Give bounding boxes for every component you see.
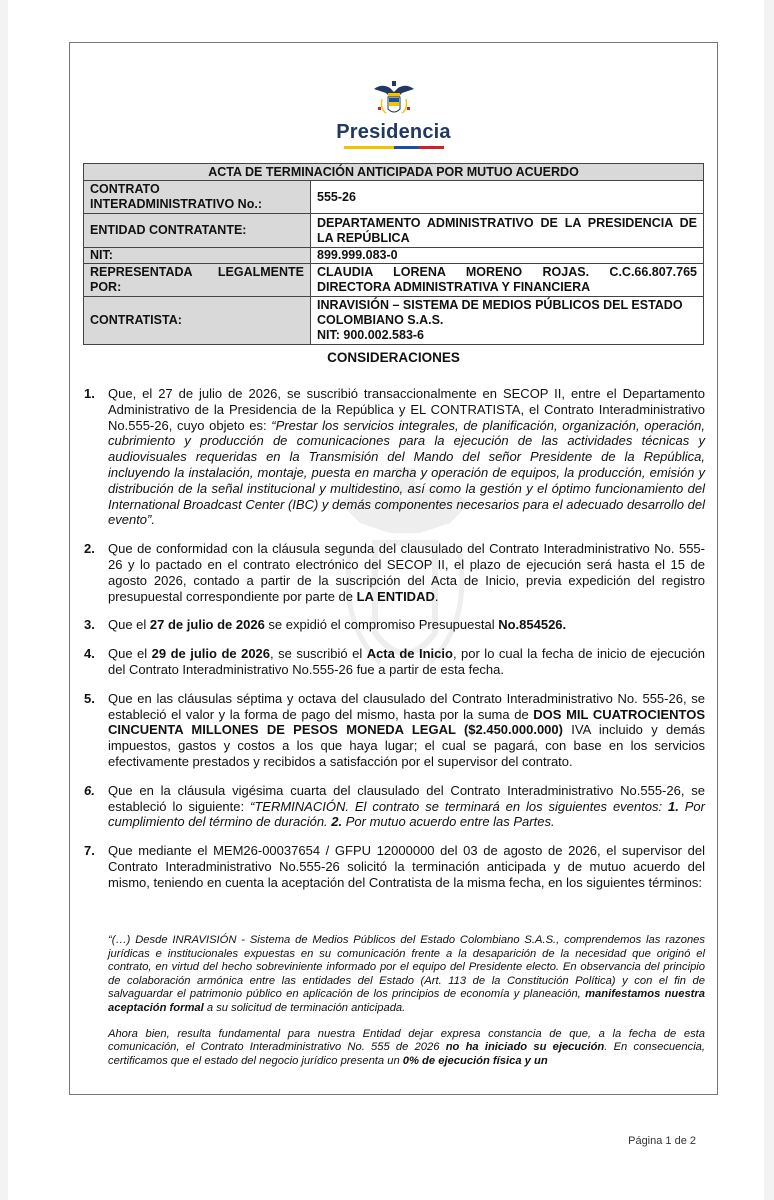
coat-of-arms-icon xyxy=(368,79,420,119)
item-bold: 29 de julio de 2026 xyxy=(151,646,271,662)
quote-text: a su solicitud de terminación anticipada. xyxy=(203,1001,406,1014)
item-text: Que de conformidad con la cláusula segunda del clausulado del Contrato Interadministrativo No. 555-26 y lo pactado en el contrato electrónico del SECOP II, el plazo de ejecución será hasta el 15 de agosto 2026, contado a partir de la suscripción del Acta de Inicio, previa expedición del registro presupuestal correspondiente por parte de xyxy=(108,541,705,604)
item-number: 1. xyxy=(84,386,95,401)
quote-bold: 0% de ejecución física y un xyxy=(402,1054,548,1067)
label-representada: REPRESENTADA LEGALMENTE POR: xyxy=(84,264,311,297)
brand-name: Presidencia xyxy=(336,121,451,143)
item-text: IVA incluido y demás impuestos, gastos y costos a los que haya lugar; el cual se pagará, con base en los servicios efectivamente prestados y recibidos a satisfacción por el supervisor del contrato. xyxy=(108,722,706,769)
value-contratista-line2: NIT: 900.002.583-6 xyxy=(317,328,425,342)
label-contrato-line2: INTERADMINISTRATIVO No.: xyxy=(90,197,262,211)
item-text: se expidió el compromiso Presupuestal xyxy=(264,617,499,633)
item-text: , por lo cual la fecha de inicio de ejecución del Contrato Interadministrativo No.555-26 fue a partir de esta fecha. xyxy=(108,646,706,677)
item-text: Que el xyxy=(108,617,150,633)
item-quote: “TERMINACIÓN. El contrato se terminará en los siguientes eventos: xyxy=(250,798,668,814)
label-entidad: ENTIDAD CONTRATANTE: xyxy=(84,214,311,248)
document-frame xyxy=(69,42,718,1095)
presidencia-logo xyxy=(70,79,717,149)
item-text: Que el xyxy=(108,646,152,662)
flag-colors-bar xyxy=(344,146,444,149)
considerations-list xyxy=(84,386,705,904)
label-contrato-line1: CONTRATO xyxy=(90,182,160,196)
quote-bold: manifestamos nuestra aceptación formal xyxy=(108,988,705,1014)
label-contratista: CONTRATISTA: xyxy=(84,297,311,345)
quote-paragraph xyxy=(108,934,705,1016)
value-contratista xyxy=(311,297,704,345)
consideration-item xyxy=(84,617,705,633)
item-quote: Por mutuo acuerdo entre las Partes. xyxy=(342,814,555,830)
item-number: 3. xyxy=(84,617,95,633)
consideration-item xyxy=(84,646,705,678)
contract-info-table xyxy=(83,163,704,345)
item-number: 5. xyxy=(84,690,95,706)
item-number: 7. xyxy=(84,843,95,859)
consideration-item xyxy=(84,843,705,890)
item-bold: 2. xyxy=(331,814,343,830)
item-text: Que en las cláusulas séptima y octava del clausulado del Contrato Interadministrativo No. 555-26, se estableció el valor y la forma de pago del mismo, hasta por la suma de xyxy=(108,690,705,722)
item-bold: 1. xyxy=(668,798,679,814)
item-text: Que mediante el MEM26-00037654 / GFPU 12000000 del 03 de agosto de 2026, el supervisor del Contrato Interadministrativo No.555-26 solicitó la terminación anticipada y de mutuo acuerdo del mismo, teniendo en cuenta la aceptación del Contratista de la misma fecha, en los siguientes términos: xyxy=(108,843,705,890)
value-nit: 899.999.083-0 xyxy=(311,248,704,264)
item-number: 6. xyxy=(84,782,95,798)
quote-text: “(…) Desde INRAVISIÓN - Sistema de Medios Públicos del Estado Colombiano S.A.S., comprendemos las razones jurídicas e institucionales expuestas en su comunicación frente a la desaparición de la necesidad que originó el contrato, en virtud del hecho sobreviniente informado por el equipo del Presidente electo. En observancia del principio de colaboración armónica entre las entidades del Estado (Art. 113 de la Constitución Política) y con el fin de salvaguardar el patrimonio público en aplicación de los principios de economía y planeación, xyxy=(108,934,705,1001)
section-title: CONSIDERACIONES xyxy=(327,350,460,365)
consideration-item xyxy=(84,783,705,830)
value-representada xyxy=(311,264,704,297)
item-bold: No.854526. xyxy=(498,617,567,633)
value-contrato: 555-26 xyxy=(311,181,704,214)
quote-text: . En consecuencia, certificamos que el estado del negocio jurídico presenta un xyxy=(108,1041,706,1067)
quote-paragraph xyxy=(108,1028,705,1069)
value-contratista-line1: INRAVISIÓN – SISTEMA DE MEDIOS PÚBLICOS DEL ESTADO COLOMBIANO S.A.S. xyxy=(317,298,683,327)
item-text: Que en la cláusula vigésima cuarta del clausulado del Contrato Interadministrativo No.555-26, se estableció lo siguiente: xyxy=(108,782,705,814)
item-bold: LA ENTIDAD xyxy=(356,588,435,604)
item-text: Que, el 27 de julio de 2026, se suscribió transaccionalmente en SECOP II, entre el Departamento Administrativo de la Presidencia de la República y EL CONTRATISTA, el Contrato Interadministrativo No.555-26, cuyo objeto es: xyxy=(108,386,705,433)
item-number: 2. xyxy=(84,541,95,557)
value-representada-line2: DIRECTORA ADMINISTRATIVA Y FINANCIERA xyxy=(317,280,591,294)
consideration-item xyxy=(84,386,705,528)
label-contrato xyxy=(84,181,311,214)
consideration-item xyxy=(84,691,705,770)
label-nit: NIT: xyxy=(84,248,311,264)
item-quote: Por cumplimiento del término de duración. xyxy=(108,798,705,830)
item-bold: DOS MIL CUATROCIENTOS CINCUENTA MILLONES DE PESOS MONEDA LEGAL ($2.450.000.000) xyxy=(108,706,706,738)
table-title: ACTA DE TERMINACIÓN ANTICIPADA POR MUTUO ACUERDO xyxy=(84,164,704,181)
item-bold: Acta de Inicio xyxy=(366,646,453,662)
document-page xyxy=(8,0,764,1200)
quote-text: Ahora bien, resulta fundamental para nuestra Entidad dejar expresa constancia de que, a la fecha de esta comunicación, el Contrato Interadministrativo No. 555 de 2026 xyxy=(108,1027,705,1054)
consideration-item xyxy=(84,541,705,604)
value-entidad: DEPARTAMENTO ADMINISTRATIVO DE LA PRESIDENCIA DE LA REPÚBLICA xyxy=(311,214,704,248)
item-bold: 27 de julio de 2026 xyxy=(149,617,265,633)
item-text: . xyxy=(434,588,439,604)
quote-bold: no ha iniciado su ejecución xyxy=(445,1041,605,1054)
item-number: 4. xyxy=(84,646,95,662)
value-representada-line1: CLAUDIA LORENA MORENO ROJAS. C.C.66.807.765 xyxy=(317,265,697,279)
quoted-response xyxy=(108,934,705,1080)
item-text: , se suscribió el xyxy=(270,646,367,662)
page-number: Página 1 de 2 xyxy=(628,1135,696,1147)
item-quote: “Prestar los servicios integrales, de planificación, organización, operación, cubrimiento y producción de comunicaciones para la ejecución de las actividades técnicas y audiovisuales requeridas en la Transmisión del Mando del señor Presidente de la República, incluyendo la instalación, montaje, puesta en marcha y operación de equipos, la producción, emisión y distribución de la señal institucional y multidestino, así como la gestión y el óptimo funcionamiento del International Broadcast Center (IBC) y demás componentes necesarios para el adecuado desarrollo del evento”. xyxy=(108,417,705,528)
